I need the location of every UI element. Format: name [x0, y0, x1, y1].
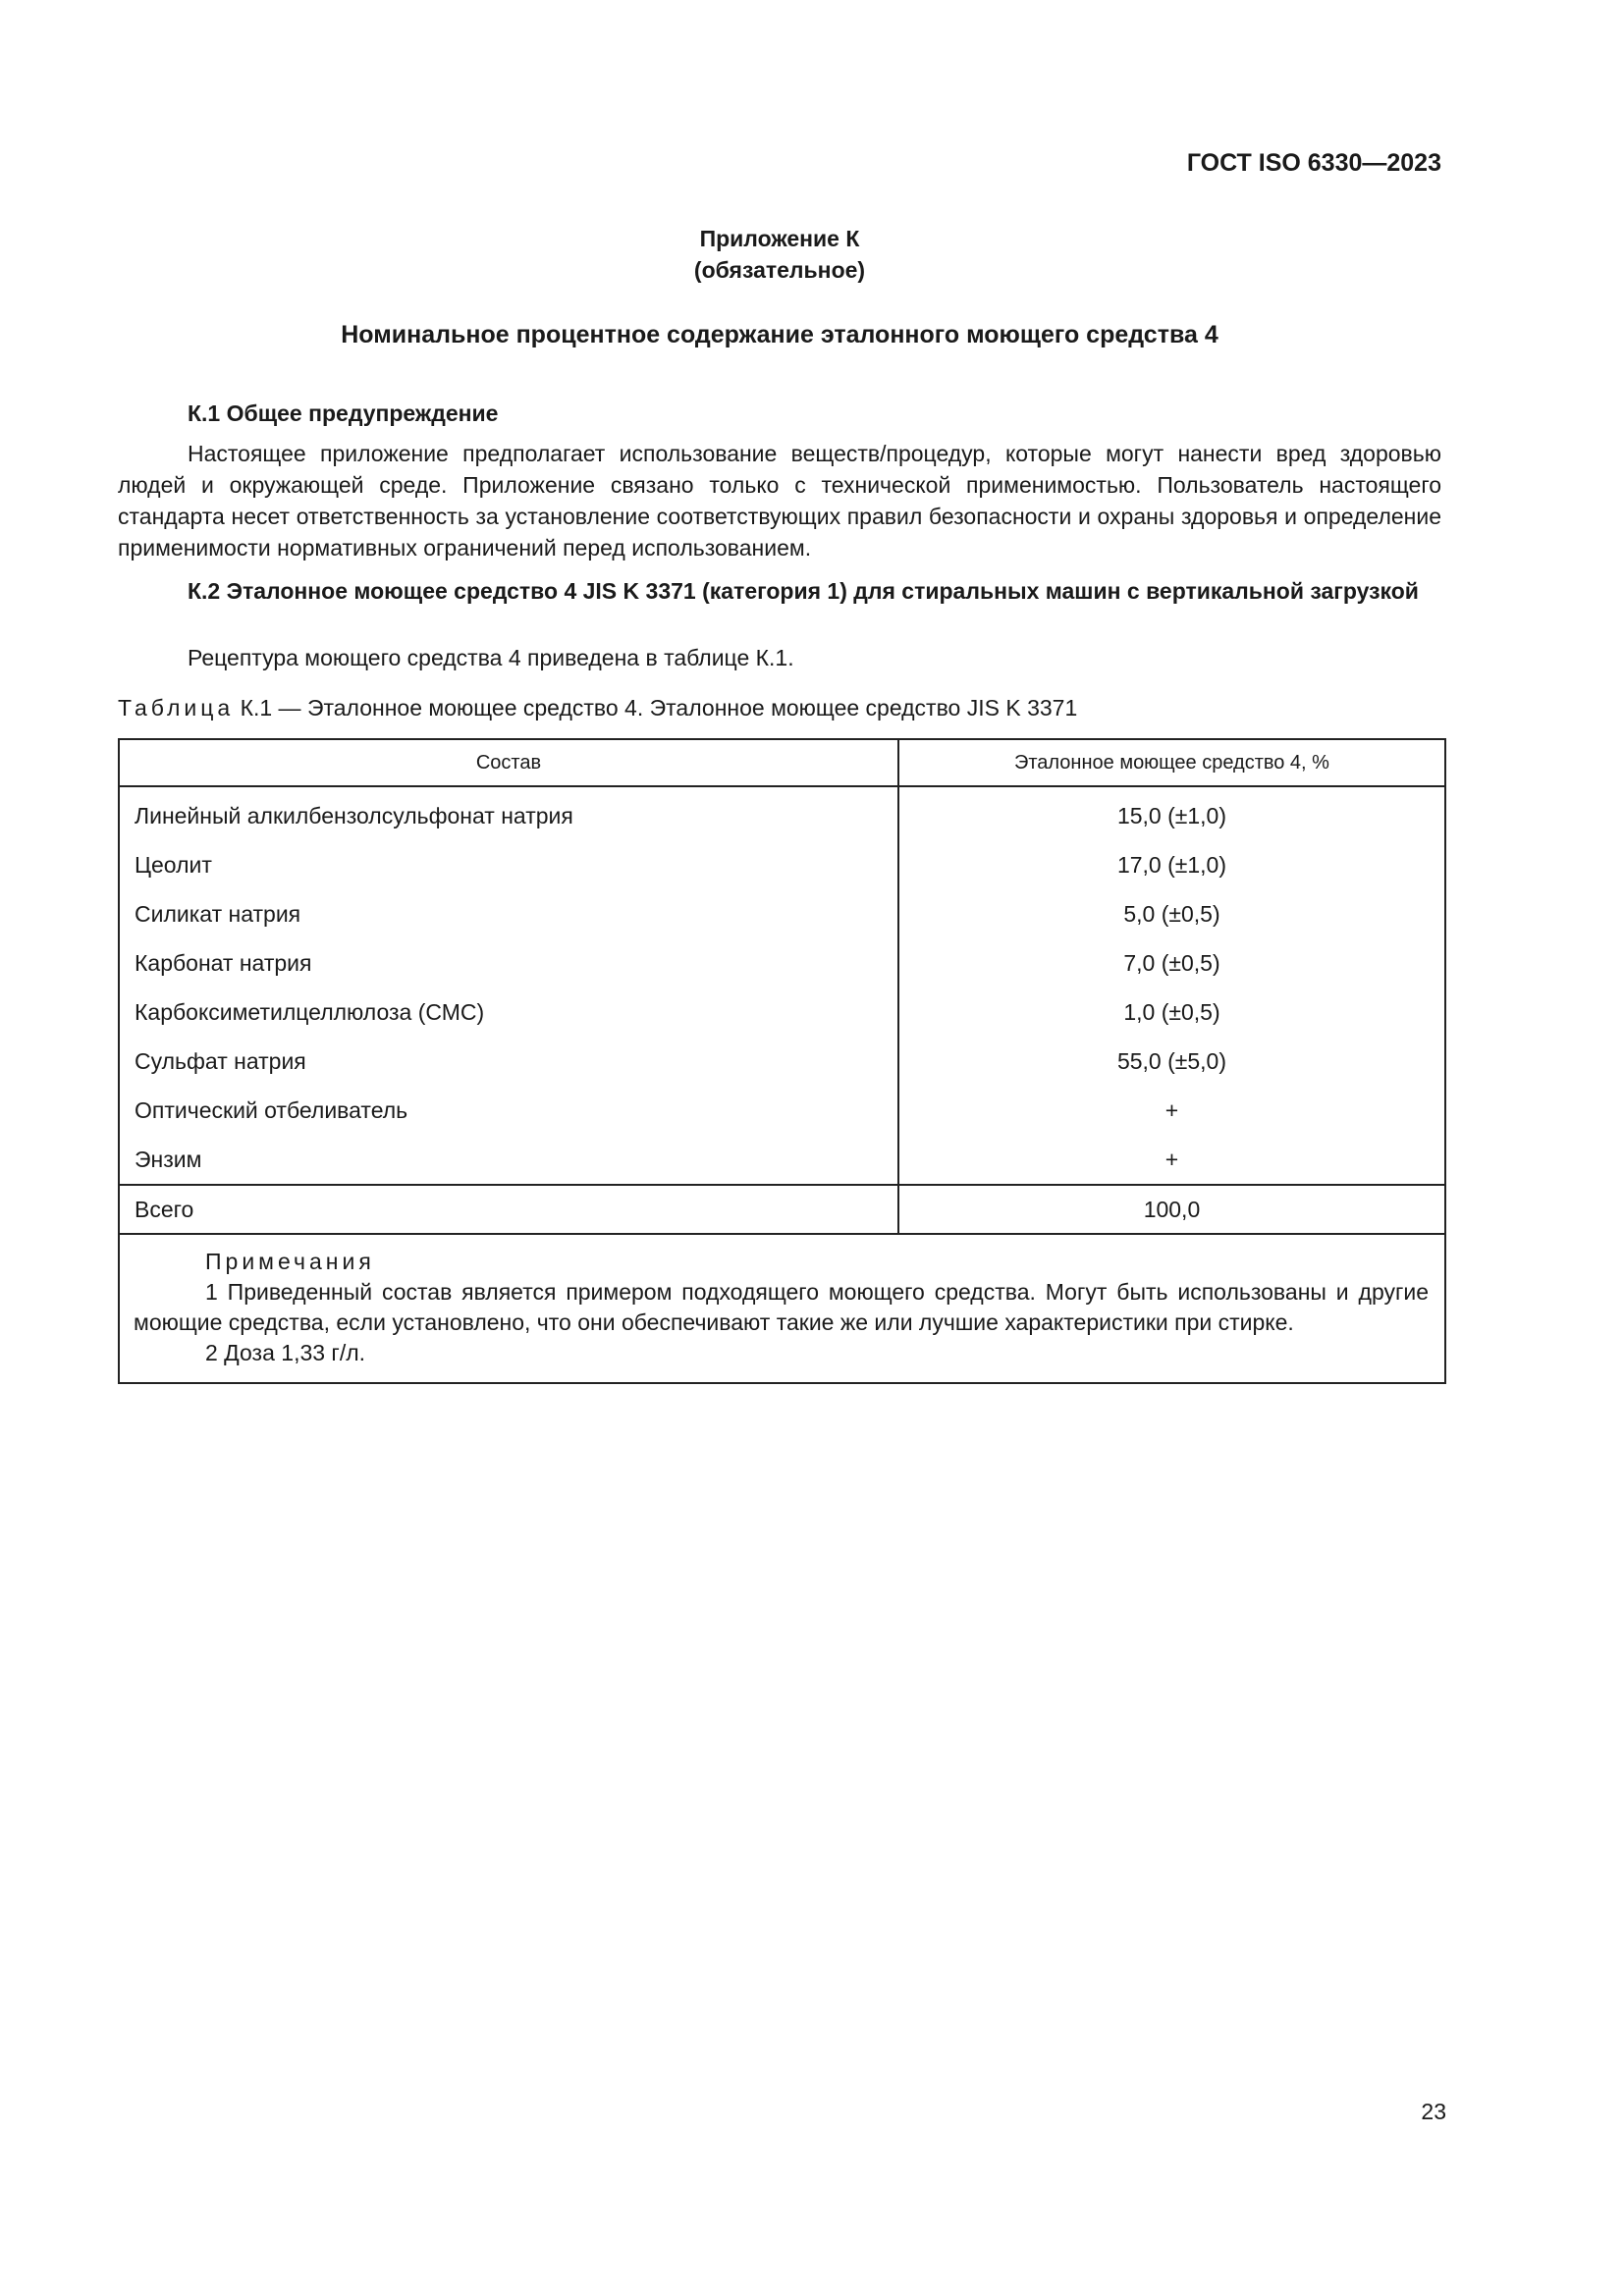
table-row [119, 889, 1445, 938]
table-row [119, 1135, 1445, 1185]
section-text-k1: Настоящее приложение предполагает использование веществ/процедур, которые могут нанести вред здоровью людей и окружающей среде. Приложение связано только с технической применимостью. Пользователь настоящего стандарта несет ответственность за установление соответствующих правил безопасности и охраны здоровья и определение применимости нормативных ограничений перед использованием. [118, 441, 1441, 561]
component-value: 1,0 (±0,5) [898, 988, 1445, 1037]
table-row [119, 988, 1445, 1037]
table-row [119, 786, 1445, 840]
appendix-subtitle: (обязательное) [693, 257, 866, 283]
document-code: ГОСТ ISO 6330—2023 [1186, 149, 1441, 177]
table-notes-row [119, 1234, 1445, 1383]
component-name: Силикат натрия [119, 889, 898, 938]
component-name: Оптический отбеливатель [119, 1086, 898, 1135]
table-row [119, 1086, 1445, 1135]
appendix-main-title: Номинальное процентное содержание эталонного моющего средства 4 [341, 321, 1218, 348]
notes-title: Примечания [205, 1249, 375, 1274]
component-value: 17,0 (±1,0) [898, 840, 1445, 889]
component-value: 7,0 (±0,5) [898, 938, 1445, 988]
table-row [119, 1037, 1445, 1086]
total-label: Всего [119, 1185, 898, 1234]
component-value: 5,0 (±0,5) [898, 889, 1445, 938]
component-name: Линейный алкилбензолсульфонат натрия [119, 786, 898, 840]
composition-table [118, 738, 1446, 1384]
table-caption-label: Таблица [118, 695, 235, 721]
component-name: Карбоксиметилцеллюлоза (СМС) [119, 988, 898, 1037]
component-value: 55,0 (±5,0) [898, 1037, 1445, 1086]
component-value: + [898, 1135, 1445, 1185]
table-caption [118, 695, 1077, 721]
component-name: Сульфат натрия [119, 1037, 898, 1086]
section-heading-k2: К.2 Эталонное моющее средство 4 JIS K 3371 (категория 1) для стиральных машин с вертикальной загрузкой [188, 578, 1419, 604]
header-composition: Состав [119, 739, 898, 786]
table-row [119, 840, 1445, 889]
appendix-title: Приложение К [699, 226, 860, 251]
section-heading-k1: К.1 Общее предупреждение [188, 400, 499, 426]
header-percent: Эталонное моющее средство 4, % [898, 739, 1445, 786]
table-header-row [119, 739, 1445, 786]
note-1: 1 Приведенный состав является примером подходящего моющего средства. Могут быть использованы и другие моющие средства, если установлено, что они обеспечивают такие же или лучшие характеристики при стирке. [134, 1279, 1429, 1335]
component-name: Цеолит [119, 840, 898, 889]
table-row [119, 938, 1445, 988]
table-notes [119, 1234, 1445, 1383]
note-2: 2 Доза 1,33 г/л. [205, 1340, 366, 1365]
table-total-row [119, 1185, 1445, 1234]
component-name: Карбонат натрия [119, 938, 898, 988]
table-caption-text: К.1 — Эталонное моющее средство 4. Эталонное моющее средство JIS K 3371 [240, 695, 1078, 721]
component-value: + [898, 1086, 1445, 1135]
component-value: 15,0 (±1,0) [898, 786, 1445, 840]
component-name: Энзим [119, 1135, 898, 1185]
section-text-k2: Рецептура моющего средства 4 приведена в таблице К.1. [188, 645, 794, 670]
total-value: 100,0 [898, 1185, 1445, 1234]
page-number: 23 [1421, 2099, 1446, 2124]
